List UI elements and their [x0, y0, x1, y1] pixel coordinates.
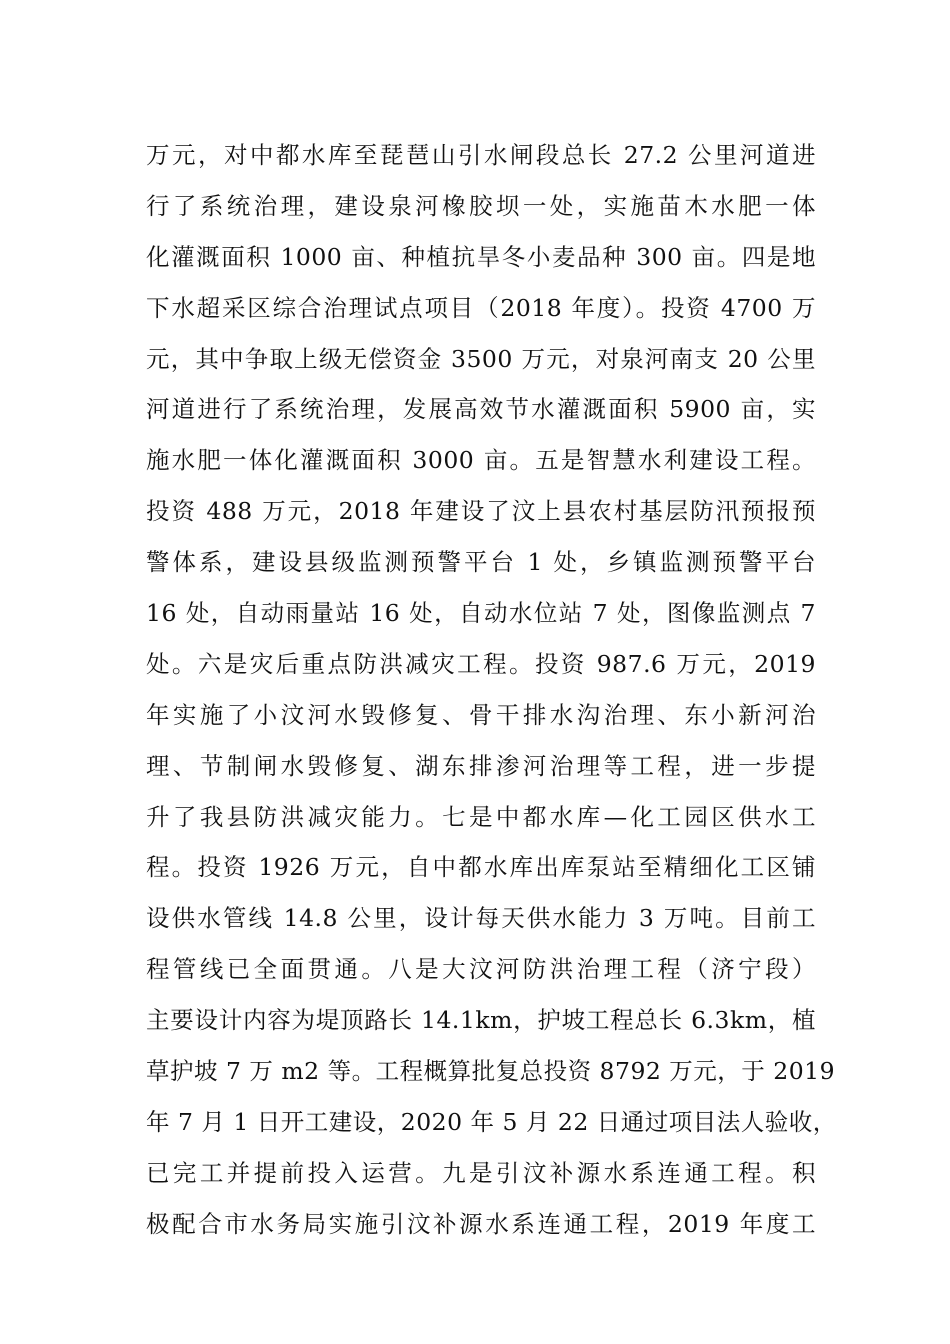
text-line: 设供水管线 14.8 公里，设计每天供水能力 3 万吨。目前工 — [146, 904, 816, 933]
text-line: 施水肥一体化灌溉面积 3000 亩。五是智慧水利建设工程。 — [146, 446, 816, 475]
text-line: 已完工并提前投入运营。九是引汶补源水系连通工程。积 — [146, 1158, 816, 1187]
text-line: 化灌溉面积 1000 亩、种植抗旱冬小麦品种 300 亩。四是地 — [146, 242, 816, 271]
text-line: 下水超采区综合治理试点项目（2018 年度）。投资 4700 万 — [146, 293, 816, 322]
text-line: 程。投资 1926 万元，自中都水库出库泵站至精细化工区铺 — [146, 853, 816, 882]
text-line: 河道进行了系统治理，发展高效节水灌溉面积 5900 亩，实 — [146, 395, 816, 424]
text-line: 投资 488 万元，2018 年建设了汶上县农村基层防汛预报预 — [146, 497, 816, 526]
text-line: 升了我县防洪减灾能力。七是中都水库—化工园区供水工 — [146, 802, 816, 831]
text-line: 年实施了小汶河水毁修复、骨干排水沟治理、东小新河治 — [146, 700, 816, 729]
text-line: 主要设计内容为堤顶路长 14.1km，护坡工程总长 6.3km，植 — [146, 1006, 816, 1035]
body-text — [146, 130, 837, 1250]
text-line: 万元，对中都水库至琵琶山引水闸段总长 27.2 公里河道进 — [146, 141, 816, 169]
text-line: 理、节制闸水毁修复、湖东排渗河治理等工程，进一步提 — [146, 751, 816, 780]
text-line: 警体系，建设县级监测预警平台 1 处，乡镇监测预警平台 — [146, 548, 816, 577]
text-line: 年 7 月 1 日开工建设，2020 年 5 月 22 日通过项目法人验收， — [146, 1107, 837, 1136]
text-line: 极配合市水务局实施引汶补源水系连通工程，2019 年度工 — [146, 1209, 816, 1238]
text-line: 处。六是灾后重点防洪减灾工程。投资 987.6 万元，2019 — [146, 649, 816, 678]
text-line: 行了系统治理，建设泉河橡胶坝一处，实施苗木水肥一体 — [146, 191, 816, 220]
text-line: 16 处，自动雨量站 16 处，自动水位站 7 处，图像监测点 7 — [146, 599, 816, 628]
text-line: 元，其中争取上级无偿资金 3500 万元，对泉河南支 20 公里 — [146, 344, 816, 373]
text-line: 草护坡 7 万 m2 等。工程概算批复总投资 8792 万元，于 2019 — [146, 1057, 836, 1086]
text-line: 程管线已全面贯通。八是大汶河防洪治理工程（济宁段） — [146, 955, 816, 984]
